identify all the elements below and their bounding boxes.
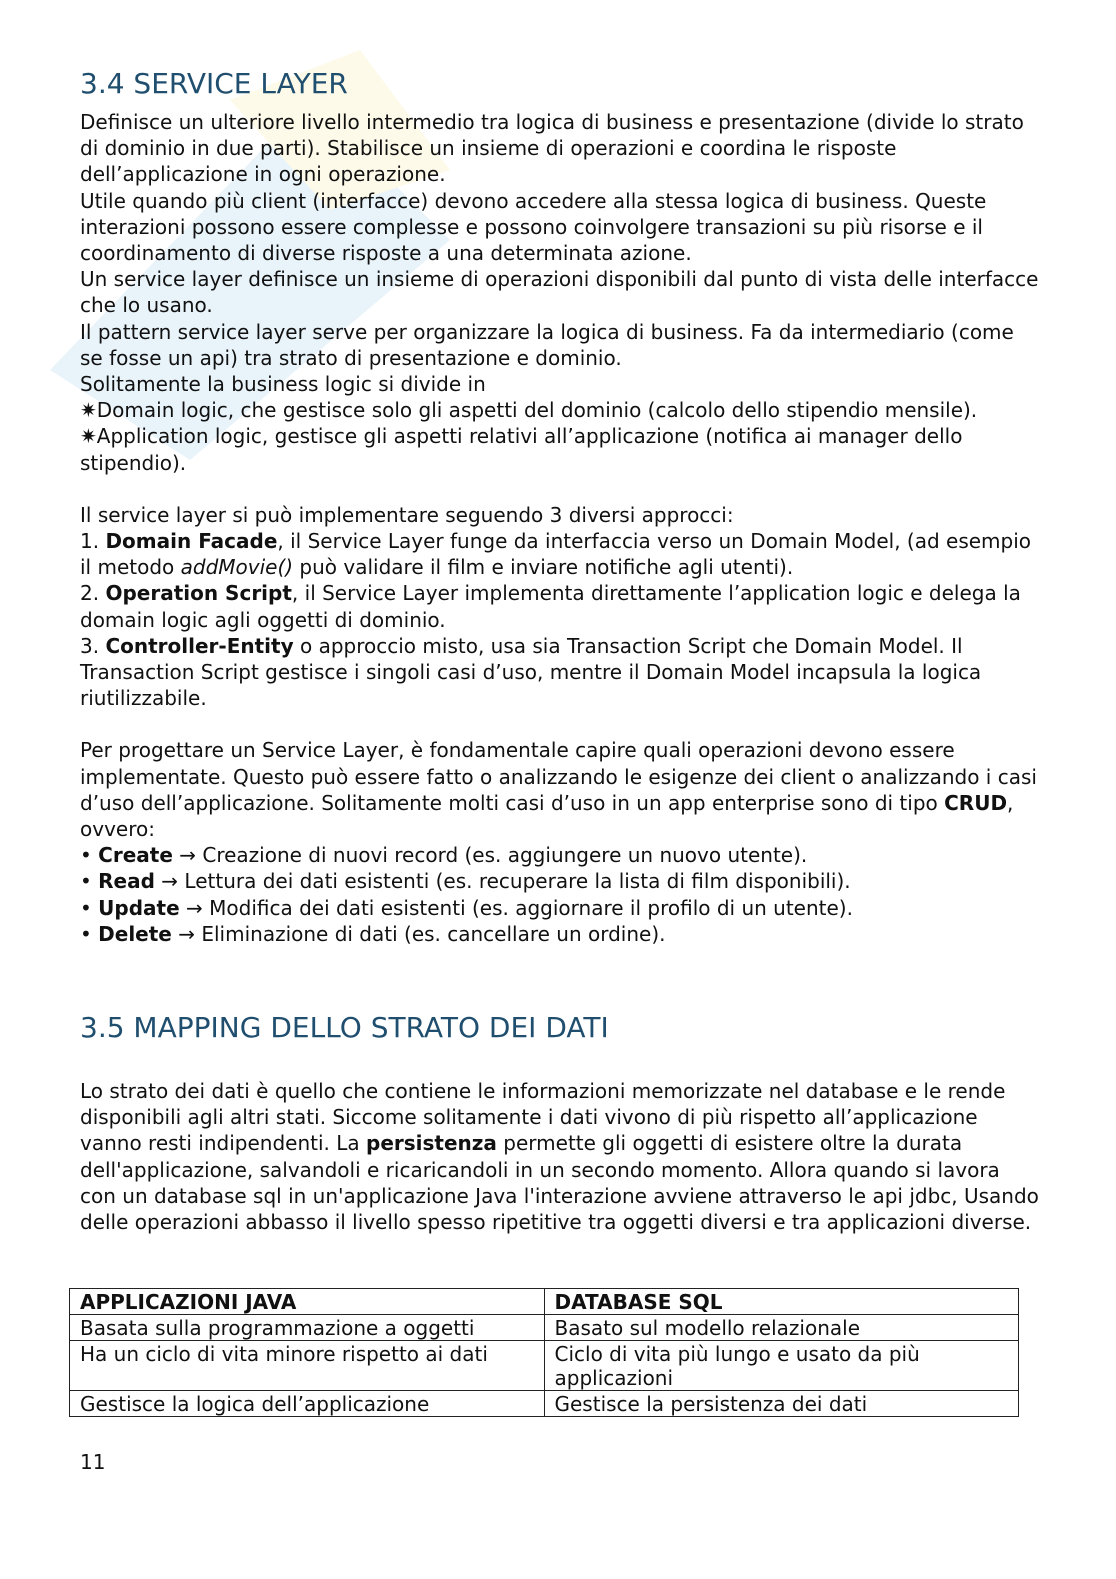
table-cell: Gestisce la logica dell’applicazione: [70, 1391, 545, 1417]
paragraph: Un service layer definisce un insieme di operazioni disponibili dal punto di vista delle interfacce che lo usano.: [80, 267, 1039, 318]
table-cell: Basata sulla programmazione a oggetti: [70, 1315, 545, 1341]
approaches-intro: Il service layer si può implementare seguendo 3 diversi approcci:: [80, 502, 734, 527]
bullet-application-logic: ✷Application logic, gestisce gli aspetti relativi all’applicazione (notifica ai manager dello stipendio).: [80, 424, 963, 475]
paragraph: Il pattern service layer serve per organizzare la logica di business. Fa da intermediario (come se fosse un api) tra strato di presentazione e dominio.: [80, 319, 1014, 370]
table-cell: Ha un ciclo di vita minore rispetto ai dati: [70, 1341, 545, 1391]
page-number: 11: [80, 1450, 106, 1474]
section-heading-service-layer: 3.4 SERVICE LAYER: [80, 67, 348, 100]
table-header-row: [70, 1289, 1019, 1315]
crud-item-delete: • Delete → Eliminazione di dati (es. cancellare un ordine).: [80, 921, 666, 946]
approach-operation-script: 2. Operation Script, il Service Layer implementa direttamente l’application logic e delega la domain logic agli oggetti di dominio.: [80, 581, 1021, 632]
table-cell: Ciclo di vita più lungo e usato da più applicazioni: [544, 1341, 1019, 1391]
table-cell: Basato sul modello relazionale: [544, 1315, 1019, 1341]
table-row: [70, 1315, 1019, 1341]
table-cell: Gestisce la persistenza dei dati: [544, 1391, 1019, 1417]
approach-controller-entity: 3. Controller-Entity o approccio misto, usa sia Transaction Script che Domain Model. Il Transaction Script gestisce i singoli casi d’uso, mentre il Domain Model incapsula la logica riutilizzabile.: [80, 633, 982, 711]
crud-item-create: • Create → Creazione di nuovi record (es. aggiungere un nuovo utente).: [80, 843, 808, 868]
crud-item-read: • Read → Lettura dei dati esistenti (es. recuperare la lista di film disponibili).: [80, 869, 851, 894]
approach-domain-facade: 1. Domain Facade, il Service Layer funge da interfaccia verso un Domain Model, (ad esempio il metodo addMovie() può validare il film e inviare notifiche agli utenti).: [80, 529, 1032, 580]
table-header-cell: DATABASE SQL: [544, 1289, 1019, 1315]
table-header-cell: APPLICAZIONI JAVA: [70, 1289, 545, 1315]
crud-intro: Per progettare un Service Layer, è fondamentale capire quali operazioni devono essere implementate. Questo può essere fatto o analizzando le esigenze dei client o analizzando i casi d’uso dell’applicazione. Solitamente molti casi d’uso in un app enterprise sono di tipo CRUD, ovvero:: [80, 738, 1037, 842]
table-row: [70, 1341, 1019, 1391]
table-row: [70, 1391, 1019, 1417]
bullet-domain-logic: ✷Domain logic, che gestisce solo gli aspetti del dominio (calcolo dello stipendio mensile).: [80, 398, 978, 423]
crud-item-update: • Update → Modifica dei dati esistenti (es. aggiornare il profilo di un utente).: [80, 895, 853, 920]
paragraph: Solitamente la business logic si divide in: [80, 372, 486, 397]
paragraph: Lo strato dei dati è quello che contiene le informazioni memorizzate nel database e le rende disponibili agli altri stati. Siccome solitamente i dati vivono di più rispetto all’applicazione vanno resti indipendenti. La persistenza permette gli oggetti di esistere oltre la durata dell'applicazione, salvandoli e ricaricandoli in un secondo momento. Allora quando si lavora con un database sql in un'applicazione Java l'interazione avviene attraverso le api jdbc, Usando delle operazioni abbasso il livello spesso ripetitive tra oggetti diversi e tra applicazioni diverse.: [80, 1079, 1039, 1235]
comparison-table: [69, 1288, 1019, 1417]
paragraph: Definisce un ulteriore livello intermedio tra logica di business e presentazione (divide lo strato di dominio in due parti). Stabilisce un insieme di operazioni e coordina le risposte dell’applicazione in ogni operazione.: [80, 110, 1024, 187]
section-mapping-body: [80, 1078, 1040, 1235]
section-service-layer-body: [80, 109, 1040, 947]
paragraph: Utile quando più client (interfacce) devono accedere alla stessa logica di business. Queste interazioni possono essere complesse e possono coinvolgere transazioni su più risorse e il coordinamento di diverse risposte a una determinata azione.: [80, 188, 987, 266]
section-heading-mapping: 3.5 MAPPING DELLO STRATO DEI DATI: [80, 1011, 609, 1044]
